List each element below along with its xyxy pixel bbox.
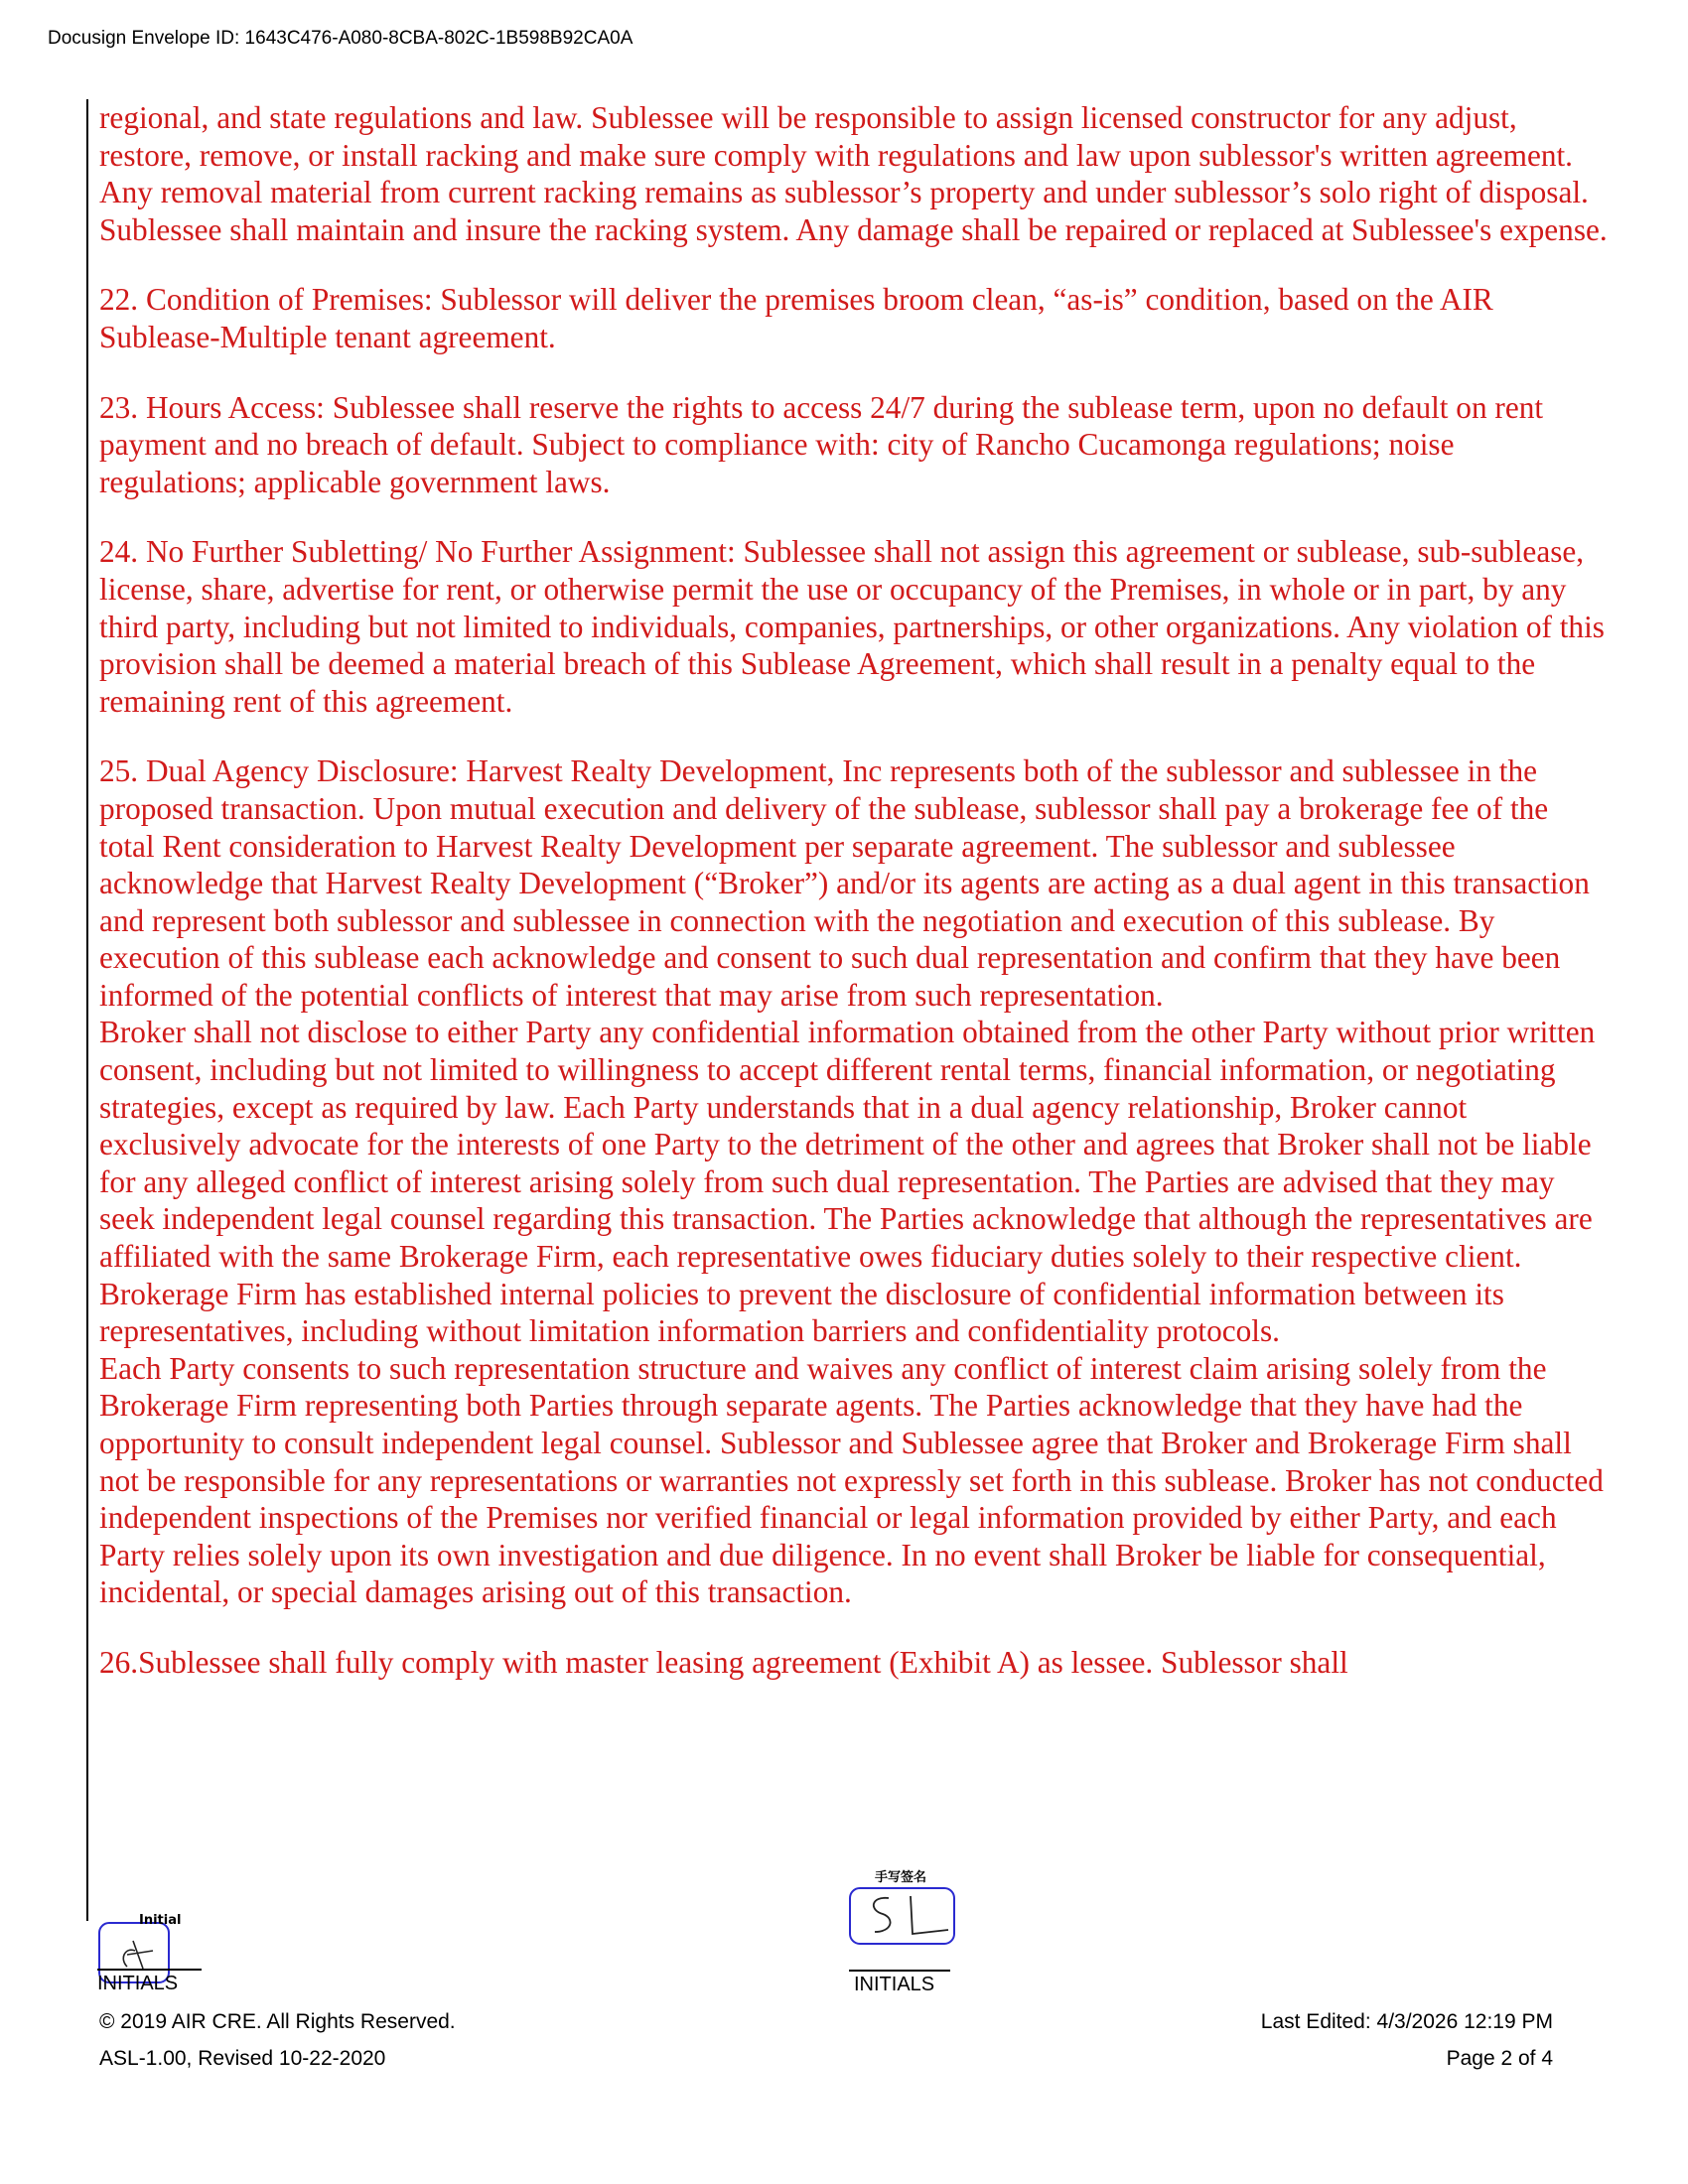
paragraph-25-part-1: 25. Dual Agency Disclosure: Harvest Realty Development, Inc represents both of the sublessor and sublessee in the proposed transaction. Upon mutual execution and delivery of the sublease, sublessor shall pay a brokerage fee of the total Rent consideration to Harvest Realty Development per separate agreement. The sublessor and sublessee acknowledge that Harvest Realty Development (“Broker”) and/or its agents are acting as a dual agent in this transaction and represent both sublessor and sublessee in connection with the negotiation and execution of this sublease. By execution of this sublease each acknowledge and consent to such dual representation and confirm that they have been informed of the potential conflicts of interest that may arise from such representation. [99, 753, 1590, 1013]
paragraph-25-part-2: Broker shall not disclose to either Party any confidential information obtained from the other Party without prior written consent, including but not limited to willingness to accept different rental terms, financial information, or negotiating strategies, except as required by law. Each Party understands that in a dual agency relationship, Broker cannot exclusively advocate for the interests of one Party to the detriment of the other and agrees that Broker shall not be liable for any alleged conflict of interest arising solely from such dual representation. The Parties are advised that they may seek independent legal counsel regarding this transaction. The Parties acknowledge that although the representatives are affiliated with the same Brokerage Firm, each representative owes fiduciary duties solely to their respective client. Brokerage Firm has established internal policies to prevent the disclosure of confidential information between its representatives, including without limitation information barriers and confidentiality protocols. [99, 1015, 1596, 1349]
paragraph-22: 22. Condition of Premises: Sublessor will deliver the premises broom clean, “as-is” condition, based on the AIR Sublease-Multiple tenant agreement. [99, 282, 1493, 354]
initials-right [849, 1866, 978, 2000]
paragraph-26: 26.Sublessee shall fully comply with master leasing agreement (Exhibit A) as lessee. Sublessor shall [99, 1644, 1348, 1680]
initial-stamp-left-label: Initial [139, 1913, 182, 1928]
initials-left-label: INITIALS [97, 1973, 179, 1994]
signature-stamp-right-label: 手写签名 [875, 1870, 927, 1885]
paragraph-23: 23. Hours Access: Sublessee shall reserve the rights to access 24/7 during the sublease term, upon no default on rent payment and no breach of default. Subject to compliance with: city of Rancho Cucamonga regulations; noise regulations; applicable government laws. [99, 389, 1544, 499]
paragraph-21-continuation: regional, and state regulations and law. Sublessee will be responsible to assign licensed constructor for any adjust, restore, remove, or install racking and make sure comply with regulations and law upon sublessor's written agreement. Any removal material from current racking remains as sublessor’s property and under sublessor’s solo right of disposal. Sublessee shall maintain and insure the racking system. Any damage shall be repaired or replaced at Sublessee's expense. [99, 100, 1608, 247]
document-body [99, 99, 1609, 1714]
footer-page-number: Page 2 of 4 [1446, 2047, 1553, 2070]
footer-form-id: ASL-1.00, Revised 10-22-2020 [99, 2047, 386, 2070]
footer-copyright: © 2019 AIR CRE. All Rights Reserved. [99, 2010, 456, 2033]
footer-last-edited: Last Edited: 4/3/2026 12:19 PM [1260, 2010, 1553, 2033]
docusign-envelope-id: Docusign Envelope ID: 1643C476-A080-8CBA-802C-1B598B92CA0A [48, 28, 633, 49]
margin-rule [86, 99, 88, 1921]
paragraph-24: 24. No Further Subletting/ No Further Assignment: Sublessee shall not assign this agreement or sublease, sub-sublease, license, share, advertise for rent, or otherwise permit the use or occupancy of the Premises, in whole or in part, by any third party, including but not limited to individuals, companies, partnerships, or other organizations. Any violation of this provision shall be deemed a material breach of this Sublease Agreement, which shall result in a penalty equal to the remaining rent of this agreement. [99, 534, 1605, 719]
paragraph-25-part-3: Each Party consents to such representation structure and waives any conflict of interest claim arising solely from the Brokerage Firm representing both Parties through separate agents. The Parties acknowledge that they have had the opportunity to consult independent legal counsel. Sublessor and Sublessee agree that Broker and Brokerage Firm shall not be responsible for any representations or warranties not expressly set forth in this sublease. Broker has not conducted independent inspections of the Premises nor verified financial or legal information provided by either Party, and each Party relies solely upon its own investigation and due diligence. In no event shall Broker be liable for consequential, incidental, or special damages arising out of this transaction. [99, 1350, 1604, 1610]
initials-left [97, 1911, 207, 2000]
initials-right-label: INITIALS [854, 1974, 935, 1995]
